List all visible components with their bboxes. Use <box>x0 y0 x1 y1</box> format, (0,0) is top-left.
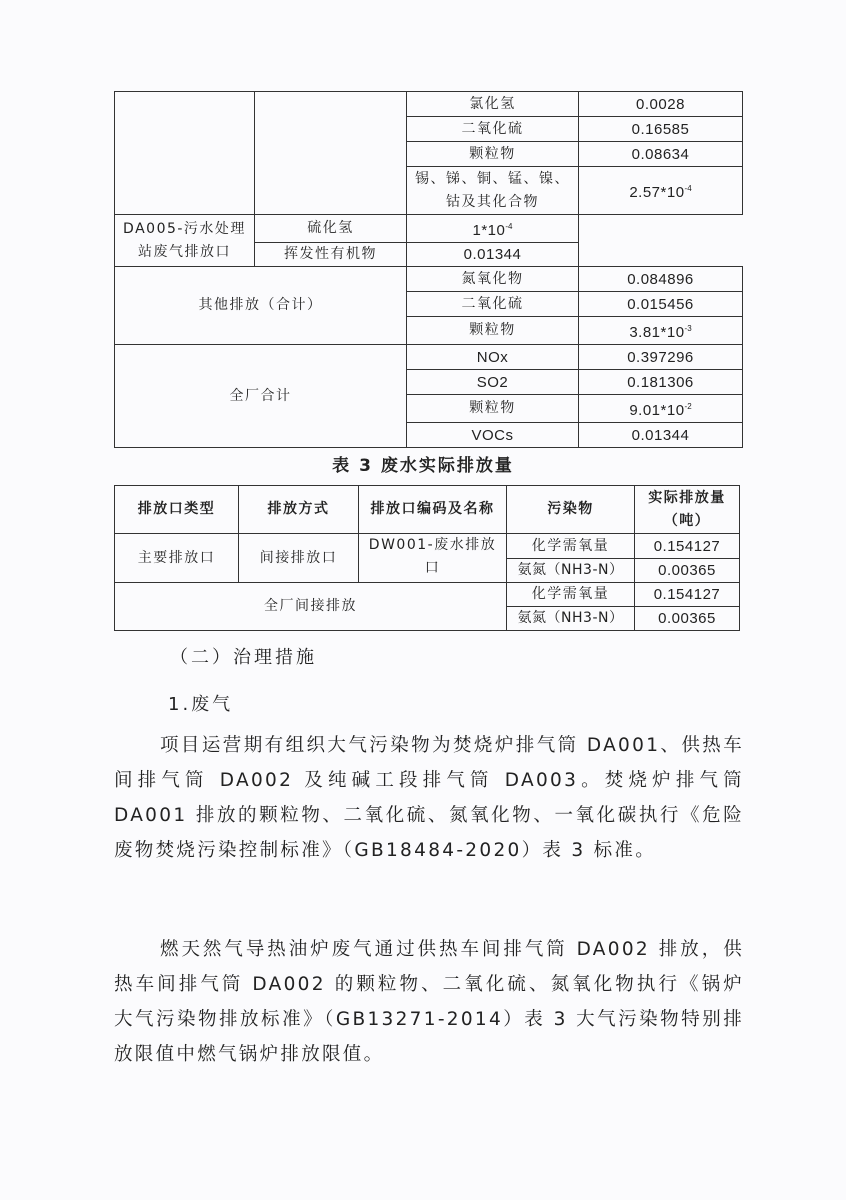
value-base: 2.57*10 <box>629 184 685 201</box>
pollutant-cell: 颗粒物 <box>407 142 579 167</box>
value-cell <box>579 395 743 423</box>
subsection-heading: 1.废气 <box>168 694 234 715</box>
air-emission-table <box>114 91 743 448</box>
value-base: 9.01*10 <box>629 402 685 419</box>
outlet-name-cell: DW001-废水排放口 <box>359 534 507 583</box>
header-cell: 污染物 <box>507 486 635 534</box>
value-exponent: -2 <box>684 402 692 411</box>
pollutant-cell: 化学需氧量 <box>507 583 635 607</box>
value-cell: 0.397296 <box>579 345 743 370</box>
value-cell: 0.00365 <box>635 559 740 583</box>
value-exponent: -3 <box>684 324 692 333</box>
header-cell: 排放口类型 <box>115 486 239 534</box>
value-cell: 0.00365 <box>635 607 740 631</box>
value-cell: 0.08634 <box>579 142 743 167</box>
other-emission-label: 其他排放（合计） <box>115 267 407 345</box>
pollutant-cell: 硫化氢 <box>255 215 407 243</box>
discharge-method-cell: 间接排放口 <box>239 534 359 583</box>
pollutant-cell: 氨氮（NH3-N） <box>507 559 635 583</box>
value-cell <box>579 167 743 215</box>
pollutant-cell: SO2 <box>407 370 579 395</box>
value-cell <box>579 317 743 345</box>
plant-indirect-total-label: 全厂间接排放 <box>115 583 507 631</box>
value-cell: 0.084896 <box>579 267 743 292</box>
pollutant-cell: 氯化氢 <box>407 92 579 117</box>
value-base: 1*10 <box>472 222 506 239</box>
pollutant-cell: VOCs <box>407 423 579 448</box>
value-cell: 0.01344 <box>579 423 743 448</box>
value-cell <box>407 215 579 243</box>
value-exponent: -4 <box>684 184 692 193</box>
section-heading: （二）治理措施 <box>170 647 317 668</box>
value-cell: 0.154127 <box>635 583 740 607</box>
value-exponent: -4 <box>505 222 513 231</box>
blank-cell <box>115 92 255 215</box>
pollutant-cell: 颗粒物 <box>407 395 579 423</box>
pollutant-cell: 锡、锑、铜、锰、镍、钴及其化合物 <box>407 167 579 215</box>
header-cell: 排放方式 <box>239 486 359 534</box>
pollutant-cell: 二氧化硫 <box>407 117 579 142</box>
pollutant-cell: 氮氧化物 <box>407 267 579 292</box>
pollutant-cell: 二氧化硫 <box>407 292 579 317</box>
pollutant-cell: NOx <box>407 345 579 370</box>
value-cell: 0.0028 <box>579 92 743 117</box>
value-cell: 0.01344 <box>407 243 579 267</box>
table3-caption: 表 3 废水实际排放量 <box>332 456 514 476</box>
value-cell: 0.16585 <box>579 117 743 142</box>
value-cell: 0.015456 <box>579 292 743 317</box>
value-base: 3.81*10 <box>629 324 685 341</box>
value-cell: 0.154127 <box>635 534 740 559</box>
blank-cell <box>255 92 407 215</box>
outlet-cell: DA005-污水处理站废气排放口 <box>115 215 255 267</box>
header-cell: 实际排放量（吨） <box>635 486 740 534</box>
pollutant-cell: 挥发性有机物 <box>255 243 407 267</box>
wastewater-emission-table <box>114 485 740 631</box>
pollutant-cell: 化学需氧量 <box>507 534 635 559</box>
value-cell: 0.181306 <box>579 370 743 395</box>
paragraph-2: 燃天然气导热油炉废气通过供热车间排气筒 DA002 排放，供热车间排气筒 DA002 的颗粒物、二氧化硫、氮氧化物执行《锅炉大气污染物排放标准》（GB13271-2014）表 3 大气污染物特别排放限值中燃气锅炉排放限值。 <box>114 939 744 1065</box>
outlet-type-cell: 主要排放口 <box>115 534 239 583</box>
plant-total-label: 全厂合计 <box>115 345 407 448</box>
header-cell: 排放口编码及名称 <box>359 486 507 534</box>
paragraph-1: 项目运营期有组织大气污染物为焚烧炉排气筒 DA001、供热车间排气筒 DA002 及纯碱工段排气筒 DA003。焚烧炉排气筒 DA001 排放的颗粒物、二氧化硫、氮氧化物、一氧化碳执行《危险废物焚烧污染控制标准》（GB18484-2020）表 3 标准。 <box>114 735 744 861</box>
pollutant-cell: 氨氮（NH3-N） <box>507 607 635 631</box>
pollutant-cell: 颗粒物 <box>407 317 579 345</box>
